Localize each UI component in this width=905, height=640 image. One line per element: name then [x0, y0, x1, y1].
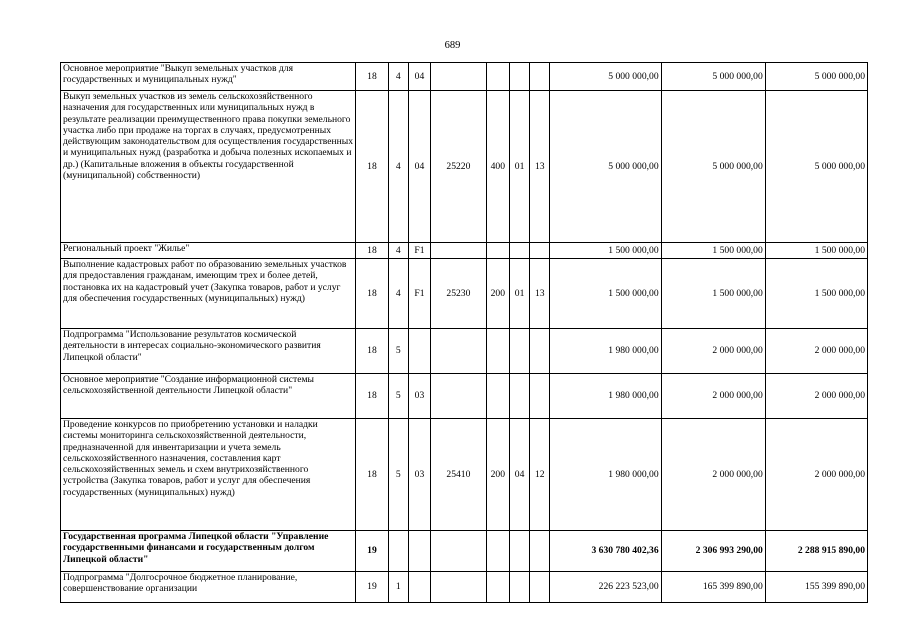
code-pr [530, 572, 550, 603]
amount-year3: 5 000 000,00 [765, 91, 867, 243]
page-number: 689 [444, 40, 461, 51]
code-gp: 18 [356, 374, 388, 419]
code-dir [431, 374, 487, 419]
code-pr: 13 [530, 259, 550, 329]
code-pp: 1 [388, 572, 408, 603]
amount-year2: 2 306 993 290,00 [661, 531, 765, 572]
code-vr [486, 329, 509, 374]
table-row [61, 572, 868, 603]
code-om [408, 329, 430, 374]
amount-year3: 2 000 000,00 [765, 419, 867, 531]
code-gp: 18 [356, 91, 388, 243]
code-rz [509, 243, 529, 259]
code-gp: 19 [356, 531, 388, 572]
code-dir: 25230 [431, 259, 487, 329]
row-name: Подпрограмма "Долгосрочное бюджетное планирование, совершенствование организации [61, 572, 356, 603]
row-name: Подпрограмма "Использование результатов космической деятельности в интересах социально-экономического развития Липецкой области" [61, 329, 356, 374]
code-dir [431, 531, 487, 572]
code-rz: 01 [509, 91, 529, 243]
code-pp: 5 [388, 419, 408, 531]
amount-year3: 5 000 000,00 [765, 63, 867, 91]
table-row [61, 419, 868, 531]
code-om: 04 [408, 63, 430, 91]
code-rz [509, 572, 529, 603]
code-gp: 18 [356, 419, 388, 531]
amount-year1: 1 980 000,00 [550, 374, 661, 419]
amount-year2: 1 500 000,00 [661, 259, 765, 329]
row-name: Выполнение кадастровых работ по образованию земельных участков для предоставления гражданам, имеющим трех и более детей, постановка их на кадастровый учет (Закупка товаров, работ и услуг для обеспечения государственных (муниципальных) нужд) [61, 259, 356, 329]
code-pr: 12 [530, 419, 550, 531]
table-body [61, 63, 868, 603]
code-pp: 4 [388, 91, 408, 243]
row-name: Проведение конкурсов по приобретению установки и наладки системы мониторинга сельскохозяйственной деятельности, предназначенной для инвентаризации и учета земель сельскохозяйственного назначения, составления карт сельскохозяйственных земель и схем внутрихозяйственного устройства (Закупка товаров, работ и услуг для обеспечения государственных (муниципальных) нужд) [61, 419, 356, 531]
code-vr [486, 531, 509, 572]
amount-year1: 5 000 000,00 [550, 63, 661, 91]
code-vr [486, 63, 509, 91]
code-gp: 19 [356, 572, 388, 603]
row-name: Региональный проект "Жилье" [61, 243, 356, 259]
row-name: Выкуп земельных участков из земель сельскохозяйственного назначения для государственных или муниципальных нужд в результате реализации преимущественного права покупки земельного участка либо при продаже на торгах в случаях, предусмотренных действующим законодательством для осуществления государственных и муниципальных нужд (разработка и добыча полезных ископаемых и др.) (Капитальные вложения в объекты государственной (муниципальной) собственности) [61, 91, 356, 243]
amount-year2: 2 000 000,00 [661, 419, 765, 531]
code-gp: 18 [356, 63, 388, 91]
code-gp: 18 [356, 243, 388, 259]
amount-year1: 5 000 000,00 [550, 91, 661, 243]
amount-year2: 2 000 000,00 [661, 374, 765, 419]
code-om: 04 [408, 91, 430, 243]
code-rz [509, 531, 529, 572]
amount-year2: 5 000 000,00 [661, 91, 765, 243]
amount-year3: 2 000 000,00 [765, 374, 867, 419]
code-pr [530, 374, 550, 419]
code-pr: 13 [530, 91, 550, 243]
code-om: F1 [408, 243, 430, 259]
code-rz: 01 [509, 259, 529, 329]
code-gp: 18 [356, 329, 388, 374]
row-name: Основное мероприятие "Создание информационной системы сельскохозяйственной деятельности Липецкой области" [61, 374, 356, 419]
code-pr [530, 531, 550, 572]
code-vr [486, 374, 509, 419]
amount-year3: 155 399 890,00 [765, 572, 867, 603]
table-row [61, 531, 868, 572]
code-pp [388, 531, 408, 572]
row-name: Государственная программа Липецкой области "Управление государственными финансами и государственным долгом Липецкой области" [61, 531, 356, 572]
code-pp: 5 [388, 374, 408, 419]
code-dir [431, 572, 487, 603]
amount-year2: 165 399 890,00 [661, 572, 765, 603]
code-pp: 4 [388, 243, 408, 259]
code-rz [509, 63, 529, 91]
code-pp: 4 [388, 259, 408, 329]
table-row [61, 91, 868, 243]
amount-year2: 5 000 000,00 [661, 63, 765, 91]
code-pp: 4 [388, 63, 408, 91]
amount-year1: 1 500 000,00 [550, 259, 661, 329]
code-dir: 25410 [431, 419, 487, 531]
code-rz: 04 [509, 419, 529, 531]
budget-table [60, 62, 868, 603]
code-pr [530, 329, 550, 374]
code-rz [509, 329, 529, 374]
code-om: 03 [408, 419, 430, 531]
amount-year1: 226 223 523,00 [550, 572, 661, 603]
code-pp: 5 [388, 329, 408, 374]
code-dir [431, 243, 487, 259]
amount-year3: 2 000 000,00 [765, 329, 867, 374]
code-vr [486, 243, 509, 259]
code-pr [530, 243, 550, 259]
amount-year1: 3 630 780 402,36 [550, 531, 661, 572]
amount-year2: 1 500 000,00 [661, 243, 765, 259]
row-name: Основное мероприятие "Выкуп земельных участков для государственных и муниципальных нужд" [61, 63, 356, 91]
code-rz [509, 374, 529, 419]
amount-year3: 1 500 000,00 [765, 259, 867, 329]
code-vr [486, 572, 509, 603]
code-om [408, 572, 430, 603]
code-dir [431, 63, 487, 91]
code-vr: 200 [486, 259, 509, 329]
table-row [61, 259, 868, 329]
table-row [61, 374, 868, 419]
code-vr: 200 [486, 419, 509, 531]
code-pr [530, 63, 550, 91]
amount-year1: 1 980 000,00 [550, 419, 661, 531]
table-row [61, 63, 868, 91]
code-dir: 25220 [431, 91, 487, 243]
code-om: F1 [408, 259, 430, 329]
amount-year3: 2 288 915 890,00 [765, 531, 867, 572]
amount-year3: 1 500 000,00 [765, 243, 867, 259]
amount-year2: 2 000 000,00 [661, 329, 765, 374]
amount-year1: 1 500 000,00 [550, 243, 661, 259]
table-row [61, 329, 868, 374]
code-om [408, 531, 430, 572]
amount-year1: 1 980 000,00 [550, 329, 661, 374]
code-gp: 18 [356, 259, 388, 329]
table-row [61, 243, 868, 259]
code-dir [431, 329, 487, 374]
code-vr: 400 [486, 91, 509, 243]
code-om: 03 [408, 374, 430, 419]
